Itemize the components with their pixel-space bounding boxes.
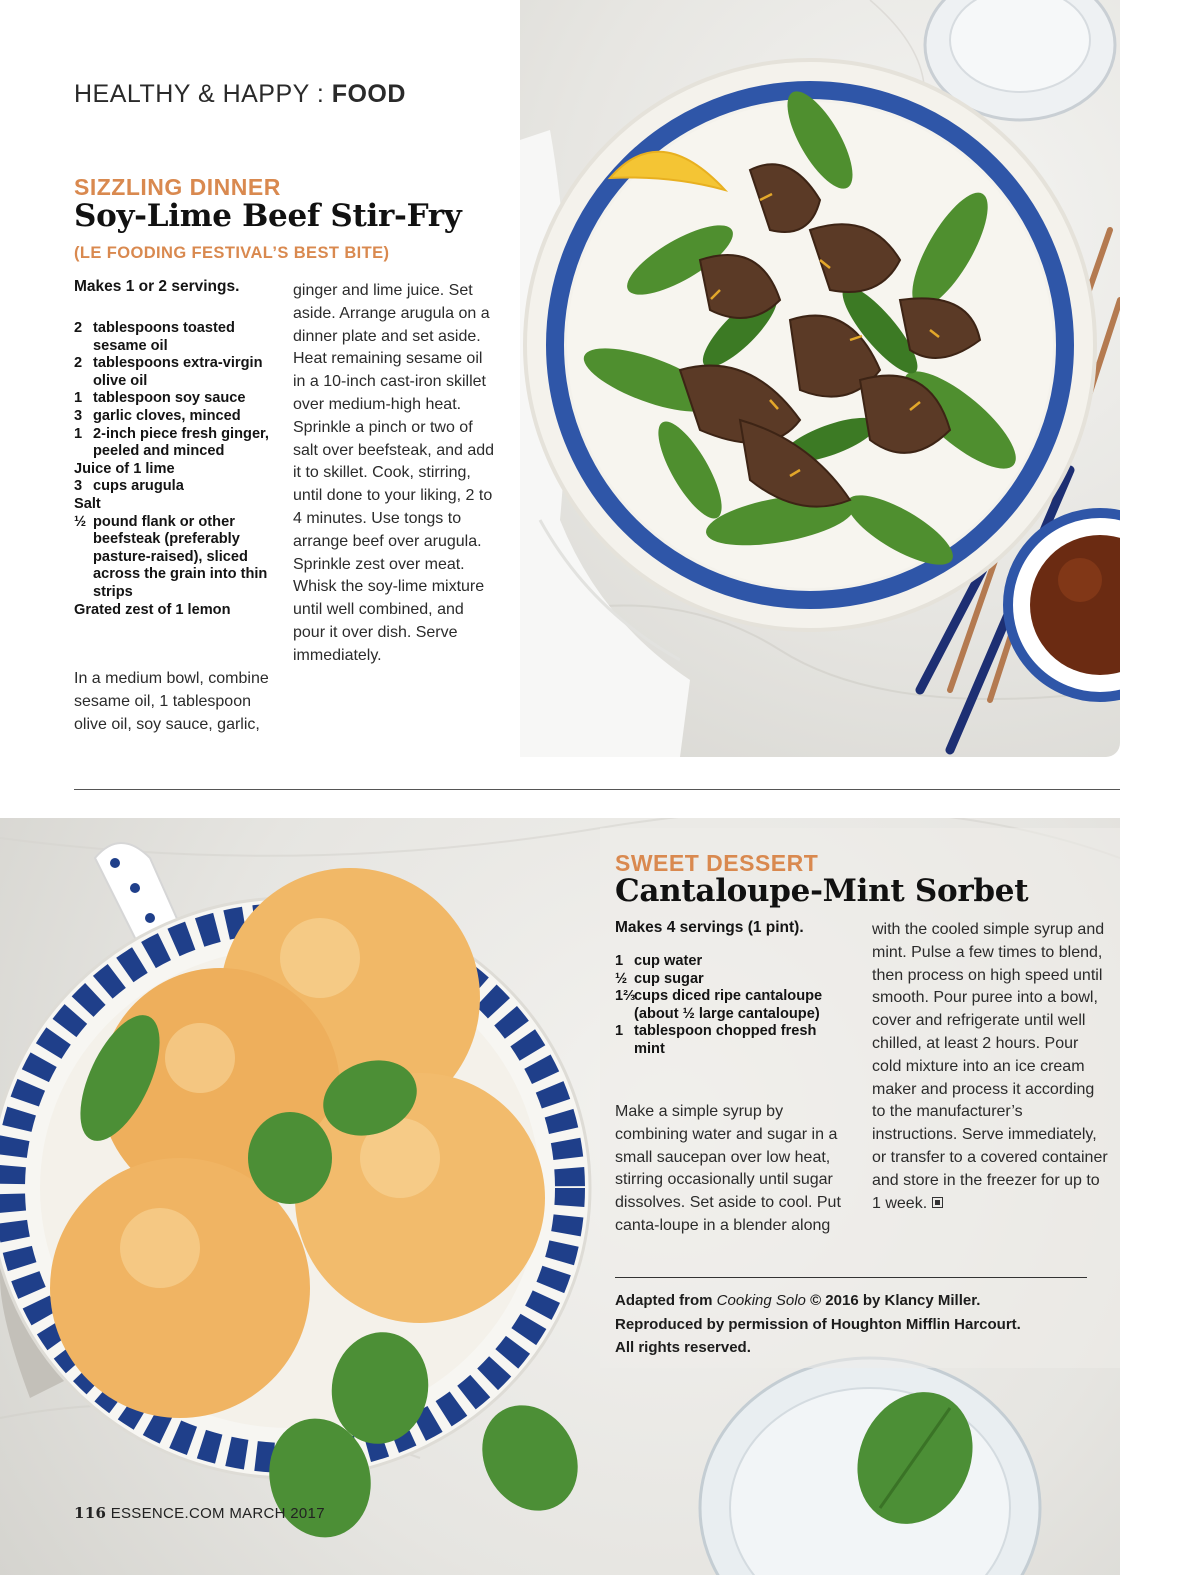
section-divider	[74, 789, 1120, 790]
recipe1-title: Soy-Lime Beef Stir-Fry	[74, 198, 462, 234]
ingredient-item: 3 cups arugula	[74, 478, 184, 495]
recipe1-ingredient-list	[74, 320, 274, 619]
ingredient-item: 1 tablespoon soy sauce	[74, 390, 246, 407]
recipe2-title: Cantaloupe-Mint Sorbet	[615, 873, 1029, 909]
ingredient-item: 2 tablespoons extra-virgin olive oil	[74, 355, 263, 389]
ingredient-item: 3 garlic cloves, minced	[74, 407, 241, 424]
ingredient-item: 1⅔ cups diced ripe cantaloupe (about ½ large cantaloupe)	[615, 988, 823, 1022]
footer-issue: MARCH 2017	[229, 1505, 325, 1522]
ingredient-item: ½ cup sugar	[615, 970, 704, 987]
recipe2-directions-col1: Make a simple syrup by combining water and sugar in a small saucepan over low heat, stirring occasionally until sugar dissolves. Set aside to cool. Put canta-loupe in a blender along	[615, 1103, 841, 1234]
credit-line1: Adapted from Cooking Solo © 2016 by Klancy Miller.	[615, 1292, 981, 1309]
ingredient-item: Salt	[74, 495, 101, 512]
recipe2-ingredient-list	[615, 953, 845, 1059]
ingredient-item: 1 2-inch piece fresh ginger, peeled and minced	[74, 425, 269, 460]
beef-plate-illustration	[520, 0, 1120, 757]
ingredient-item: Juice of 1 lime	[74, 460, 175, 477]
ingredient-item: Grated zest of 1 lemon	[74, 601, 231, 618]
credit-line2: Reproduced by permission of Houghton Mifflin Harcourt.	[615, 1315, 1021, 1333]
section-header	[74, 80, 406, 109]
ingredient-item: 1 tablespoon chopped fresh mint	[615, 1023, 817, 1057]
page-footer	[74, 1504, 325, 1522]
page-number: 116	[74, 1504, 107, 1522]
ingredient-item: 2 tablespoons toasted sesame oil	[74, 320, 235, 354]
recipe2-directions-text: with the cooled simple syrup and mint. Pulse a few times to blend, then process on high speed until smooth. Pour puree into a bowl, cover and refrigerate until well chilled, at least 2 hours. Pour cold mixture into an ice cream maker and process it according to the manufacturer’s instructions. Serve immediately, or transfer to a covered container and store in the freezer for up to 1 week.	[872, 921, 1108, 1212]
credit-line3: All rights reserved.	[615, 1339, 751, 1356]
recipe1-subtitle: (LE FOODING FESTIVAL’S BEST BITE)	[74, 244, 390, 262]
end-mark-icon	[932, 1197, 943, 1208]
recipe1-directions-col1: In a medium bowl, combine sesame oil, 1 tablespoon olive oil, soy sauce, garlic,	[74, 670, 269, 733]
beef-stir-fry-photo	[520, 0, 1120, 757]
ingredient-item: ½ pound flank or other beefsteak (preferably pasture-raised), sliced across the grain into thin strips	[74, 513, 268, 600]
credit-block	[615, 1289, 1095, 1360]
recipe2-servings: Makes 4 servings (1 pint).	[615, 919, 804, 936]
footer-site: ESSENCE.COM	[110, 1505, 225, 1522]
section-name: HEALTHY & HAPPY	[74, 80, 310, 108]
header-separator: :	[309, 80, 332, 108]
section-category: FOOD	[331, 80, 406, 108]
recipe1-directions-col2: ginger and lime juice. Set aside. Arrange arugula on a dinner plate and set aside. Heat remaining sesame oil in a 10-inch cast-iron skillet over medium-high heat. Sprinkle a pinch or two of salt over beefsteak, and add it to skillet. Cook, stirring, until done to your liking, 2 to 4 minutes. Use tongs to arrange beef over arugula. Sprinkle zest over meat. Whisk the soy-lime mixture until well combined, and pour it over dish. Serve immediately.	[293, 282, 495, 664]
recipe2-directions-col2	[872, 919, 1112, 1215]
recipe1-servings: Makes 1 or 2 servings.	[74, 278, 240, 295]
ingredient-item: 1 cup water	[615, 953, 703, 969]
recipe1-kicker: SIZZLING DINNER	[74, 174, 281, 200]
credit-rule	[615, 1277, 1087, 1278]
book-title: Cooking Solo	[716, 1292, 806, 1309]
recipe2-kicker: SWEET DESSERT	[615, 850, 819, 876]
